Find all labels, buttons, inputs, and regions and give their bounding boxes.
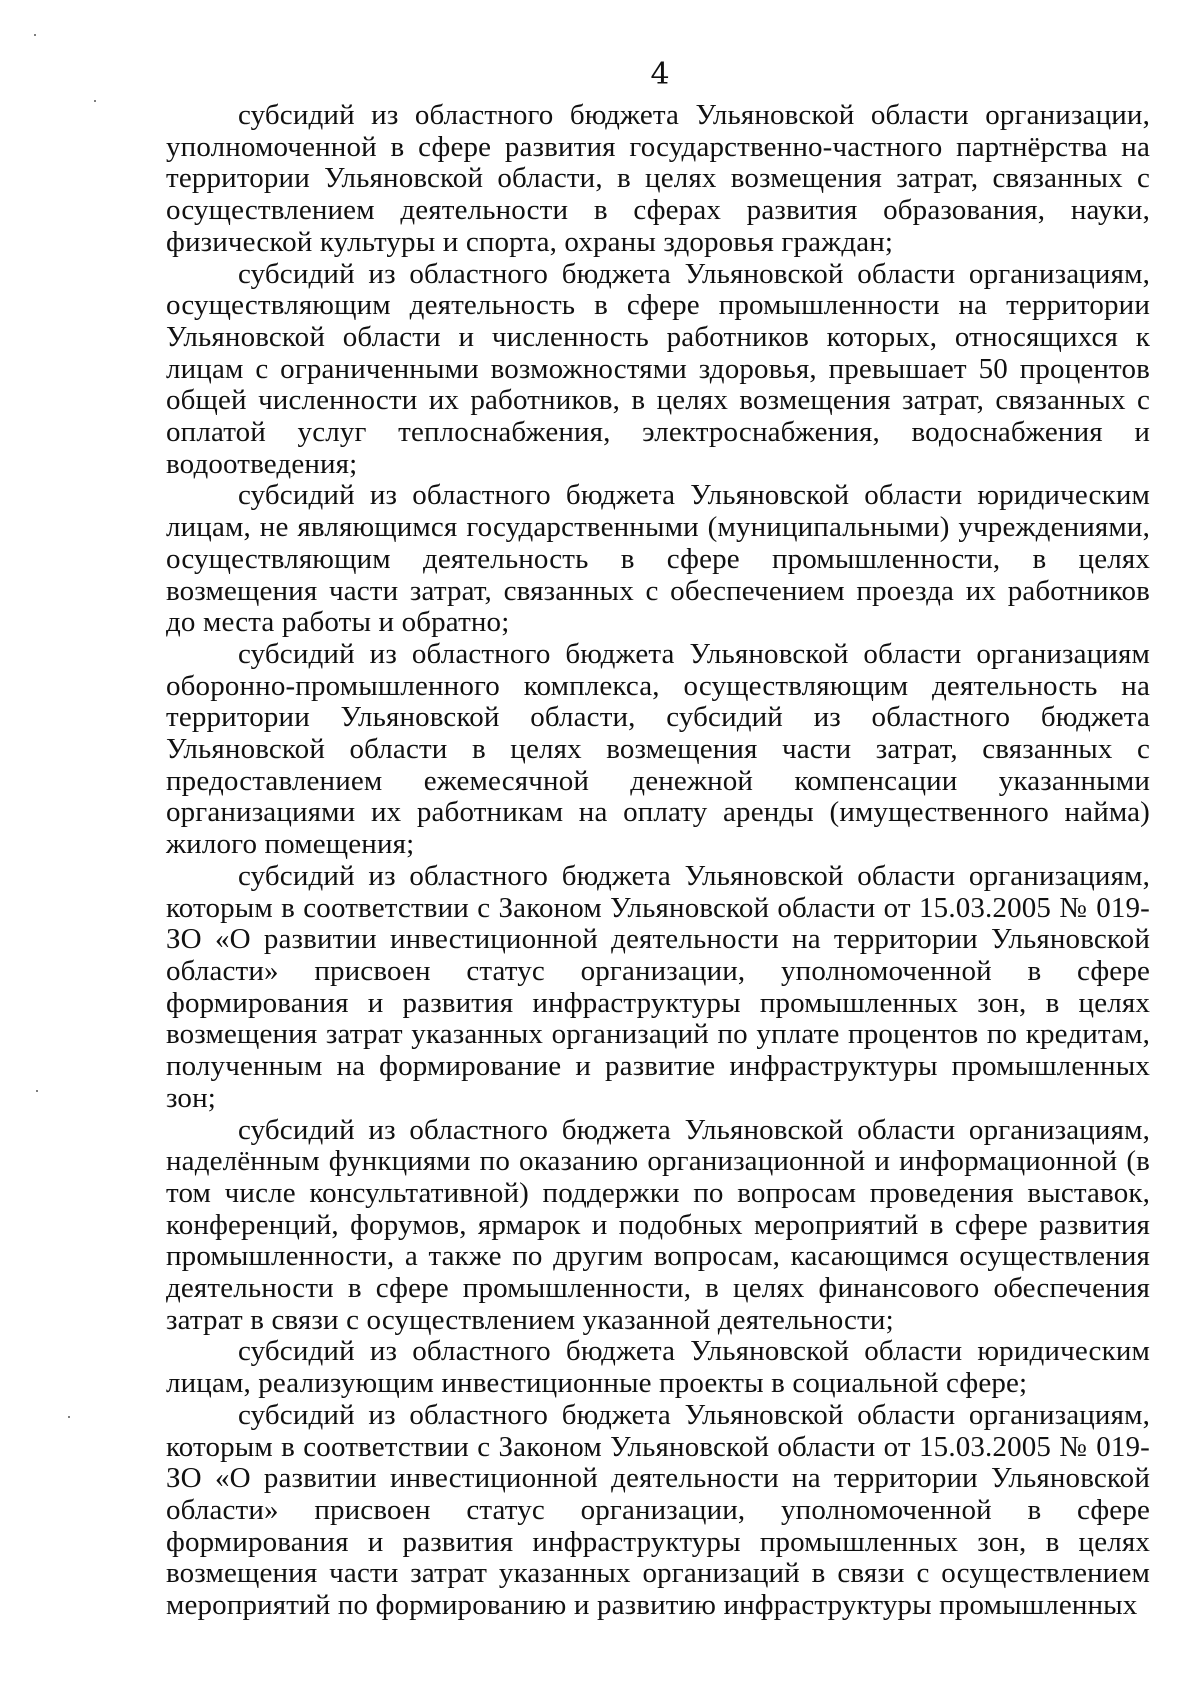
scan-speck bbox=[94, 100, 96, 102]
paragraph: субсидий из областного бюджета Ульяновской области организациям, наделённым функциями по оказанию организационной и информационной (в том числе консультативной) поддержки по вопросам проведения выставок, конференций, форумов, ярмарок и подобных мероприятий в сфере развития промышленности, а также по другим вопросам, касающимся осуществления деятельности в сфере промышленности, в целях финансового обеспечения затрат в связи с осуществлением указанной деятельности; bbox=[166, 1113, 1150, 1336]
paragraph: субсидий из областного бюджета Ульяновской области юридическим лицам, не являющимся государственными (муниципальными) учреждениями, осуществляющим деятельность в сфере промышленности, в целях возмещения части затрат, связанных с обеспечением проезда их работников до места работы и обратно; bbox=[166, 479, 1150, 639]
paragraph: субсидий из областного бюджета Ульяновской области организациям оборонно-промышленного комплекса, осуществляющим деятельность на территории Ульяновской области, субсидий из областного бюджета Ульяновской области в целях возмещения части затрат, связанных с предоставлением ежемесячной денежной компенсации указанными организациями их работникам на оплату аренды (имущественного найма) жилого помещения; bbox=[166, 637, 1150, 861]
paragraph: субсидий из областного бюджета Ульяновской области организациям, которым в соответствии с Законом Ульяновской области от 15.03.2005 № 019-ЗО «О развитии инвестиционной деятельности на территории Ульяновской области» присвоен статус организации, уполномоченной в сфере формирования и развития инфраструктуры промышленных зон, в целях возмещения затрат указанных организаций по уплате процентов по кредитам, полученным на формирование и развитие инфраструктуры промышленных зон; bbox=[166, 859, 1150, 1114]
scan-speck bbox=[34, 34, 36, 36]
scan-speck bbox=[68, 1416, 70, 1418]
page-number: 4 bbox=[650, 57, 670, 92]
document-body bbox=[166, 100, 1150, 1622]
paragraph: субсидий из областного бюджета Ульяновской области юридическим лицам, реализующим инвестиционные проекты в социальной сфере; bbox=[166, 1335, 1150, 1400]
paragraph: субсидий из областного бюджета Ульяновской области организациям, которым в соответствии с Законом Ульяновской области от 15.03.2005 № 019-ЗО «О развитии инвестиционной деятельности на территории Ульяновской области» присвоен статус организации, уполномоченной в сфере формирования и развития инфраструктуры промышленных зон, в целях возмещения части затрат указанных организаций в связи с осуществлением мероприятий по формированию и развитию инфраструктуры промышленных bbox=[166, 1398, 1150, 1622]
paragraph: субсидий из областного бюджета Ульяновской области организации, уполномоченной в сфере развития государственно-частного партнёрства на территории Ульяновской области, в целях возмещения затрат, связанных с осуществлением деятельности в сферах развития образования, науки, физической культуры и спорта, охраны здоровья граждан; bbox=[166, 99, 1150, 258]
scan-speck bbox=[36, 1090, 38, 1092]
paragraph: субсидий из областного бюджета Ульяновской области организациям, осуществляющим деятельность в сфере промышленности на территории Ульяновской области и численность работников которых, относящихся к лицам с ограниченными возможностями здоровья, превышает 50 процентов общей численности их работников, в целях возмещения затрат, связанных с оплатой услуг теплоснабжения, электроснабжения, водоснабжения и водоотведения; bbox=[166, 257, 1150, 480]
